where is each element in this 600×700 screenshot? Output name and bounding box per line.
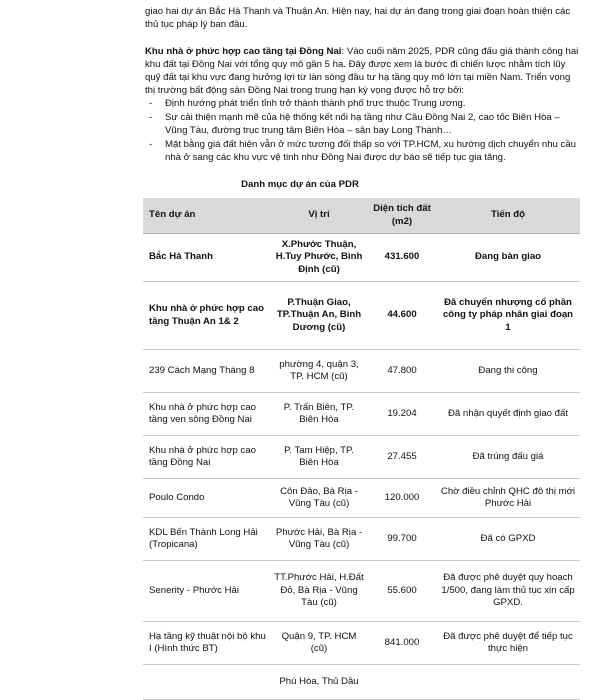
cell-area: 99.700 xyxy=(368,518,436,561)
cell-location: P.Thuận Giao, TP.Thuận An, Bình Dương (cũ) xyxy=(270,282,368,350)
cell-progress: Đang thi công xyxy=(436,350,580,393)
cell-project-name xyxy=(143,665,270,700)
bullet-dash: - xyxy=(149,139,153,150)
cell-progress: Đã nhận quyết định giao đất xyxy=(436,393,580,436)
cell-progress: Đang bàn giao xyxy=(436,234,580,282)
table-row xyxy=(143,665,580,700)
table-row xyxy=(143,393,580,436)
cell-area: 120.000 xyxy=(368,479,436,518)
table-row xyxy=(143,234,580,282)
bullet-dash: - xyxy=(149,112,153,123)
cell-project-name: Khu nhà ở phức hợp cao tầng Đồng Nai xyxy=(143,436,270,479)
cell-project-name: Hạ tầng kỹ thuật nội bộ khu I (Hình thức BT) xyxy=(143,622,270,665)
cell-project-name: Khu nhà ở phức hợp cao tầng ven sông Đồng Nai xyxy=(143,393,270,436)
dong-nai-paragraph xyxy=(145,45,581,97)
cell-location: X.Phước Thuận, H.Tuy Phước, Bình Định (cũ) xyxy=(270,234,368,282)
intro-paragraph: giao hai dự án Bắc Hà Thanh và Thuận An. Hiện nay, hai dự án đang trong giai đoạn hoàn thiện các thủ tục pháp lý ban đầu. xyxy=(145,6,571,30)
table-row xyxy=(143,561,580,622)
dong-nai-body: : Vào cuối năm 2025, PDR cũng đấu giá thành công hai khu đất tại Đồng Nai với tổng quy mô gần 5 ha. Đây được xem là bước đi chiến lược nhằm tích lũy quỹ đất tại khu vực đang hưởng lợi từ làn sóng đầu tư hạ tầng quy mô lớn tại miền Nam. Triển vọng thị trường bất động sản Đồng Nai trong trung hạn kỳ vọng được hỗ trợ bởi: xyxy=(145,46,579,96)
cell-location: Phú Hòa, Thủ Dầu xyxy=(270,665,368,700)
project-table xyxy=(143,198,580,700)
cell-location: Quận 9, TP. HCM (cũ) xyxy=(270,622,368,665)
cell-area: 19.204 xyxy=(368,393,436,436)
column-header-progress: Tiến độ xyxy=(436,198,580,234)
dong-nai-heading: Khu nhà ở phức hợp cao tầng tại Đồng Nai xyxy=(145,46,342,57)
cell-area: 47.800 xyxy=(368,350,436,393)
table-row xyxy=(143,350,580,393)
table-row xyxy=(143,518,580,561)
column-header-area: Diện tích đất (m2) xyxy=(368,198,436,234)
table-body xyxy=(143,234,580,700)
cell-progress: Đã có GPXD xyxy=(436,518,580,561)
column-header-name: Tên dự án xyxy=(143,198,270,234)
list-item: - Định hướng phát triển tỉnh trở thành thành phố trực thuộc Trung ương. xyxy=(149,98,466,109)
cell-progress: Đã trúng đấu giá xyxy=(436,436,580,479)
cell-project-name: Senerity - Phước Hải xyxy=(143,561,270,622)
cell-location: P. Trấn Biên, TP. Biên Hòa xyxy=(270,393,368,436)
cell-area: 841.000 xyxy=(368,622,436,665)
cell-area xyxy=(368,665,436,700)
cell-project-name: KDL Bến Thành Long Hải (Tropicana) xyxy=(143,518,270,561)
column-header-location: Vị trí xyxy=(270,198,368,234)
cell-location: TT.Phước Hải, H.Đất Đỏ, Bà Rịa - Vũng Tàu (cũ) xyxy=(270,561,368,622)
cell-location: Côn Đảo, Bà Rịa - Vũng Tàu (cũ) xyxy=(270,479,368,518)
bullet-dash: - xyxy=(149,98,153,109)
table-row xyxy=(143,282,580,350)
cell-location: P. Tam Hiệp, TP. Biên Hòa xyxy=(270,436,368,479)
table-row xyxy=(143,436,580,479)
cell-location: phường 4, quận 3, TP. HCM (cũ) xyxy=(270,350,368,393)
cell-progress: Đã được phê duyệt để tiếp tục thực hiện xyxy=(436,622,580,665)
cell-area: 431.600 xyxy=(368,234,436,282)
cell-area: 27.455 xyxy=(368,436,436,479)
list-item: - Mặt bằng giá đất hiện vẫn ở mức tương đối thấp so với TP.HCM, xu hướng dịch chuyển nhu cầu nhà ở sang các khu vực vệ tinh như Đồng Nai được dự báo sẽ tiếp tục gia tăng. xyxy=(149,139,576,163)
support-factors-list xyxy=(145,97,581,165)
cell-project-name: Khu nhà ở phức hợp cao tầng Thuận An 1& 2 xyxy=(143,282,270,350)
cell-area: 55.600 xyxy=(368,561,436,622)
table-row xyxy=(143,622,580,665)
cell-location: Phước Hải, Bà Rịa - Vũng Tàu (cũ) xyxy=(270,518,368,561)
cell-progress xyxy=(436,665,580,700)
cell-area: 44.600 xyxy=(368,282,436,350)
table-row xyxy=(143,479,580,518)
list-item: - Sự cải thiện mạnh mẽ của hệ thống kết nối hạ tầng như Cầu Đồng Nai 2, cao tốc Biên Hòa – Vũng Tàu, đường trục trung tâm Biên Hòa – sân bay Long Thành… xyxy=(149,112,560,136)
cell-project-name: Poulo Condo xyxy=(143,479,270,518)
cell-progress: Đã chuyển nhượng cổ phần công ty pháp nhân giai đoạn 1 xyxy=(436,282,580,350)
cell-project-name: Bắc Hà Thanh xyxy=(143,234,270,282)
cell-progress: Đã được phê duyệt quy hoạch 1/500, đang làm thủ tục xin cấp GPXD. xyxy=(436,561,580,622)
table-caption: Danh mục dự án của PDR xyxy=(241,179,359,190)
table-header-row xyxy=(143,198,580,234)
cell-project-name: 239 Cách Mạng Tháng 8 xyxy=(143,350,270,393)
cell-progress: Chờ điều chỉnh QHC đô thị mới Phước Hải xyxy=(436,479,580,518)
